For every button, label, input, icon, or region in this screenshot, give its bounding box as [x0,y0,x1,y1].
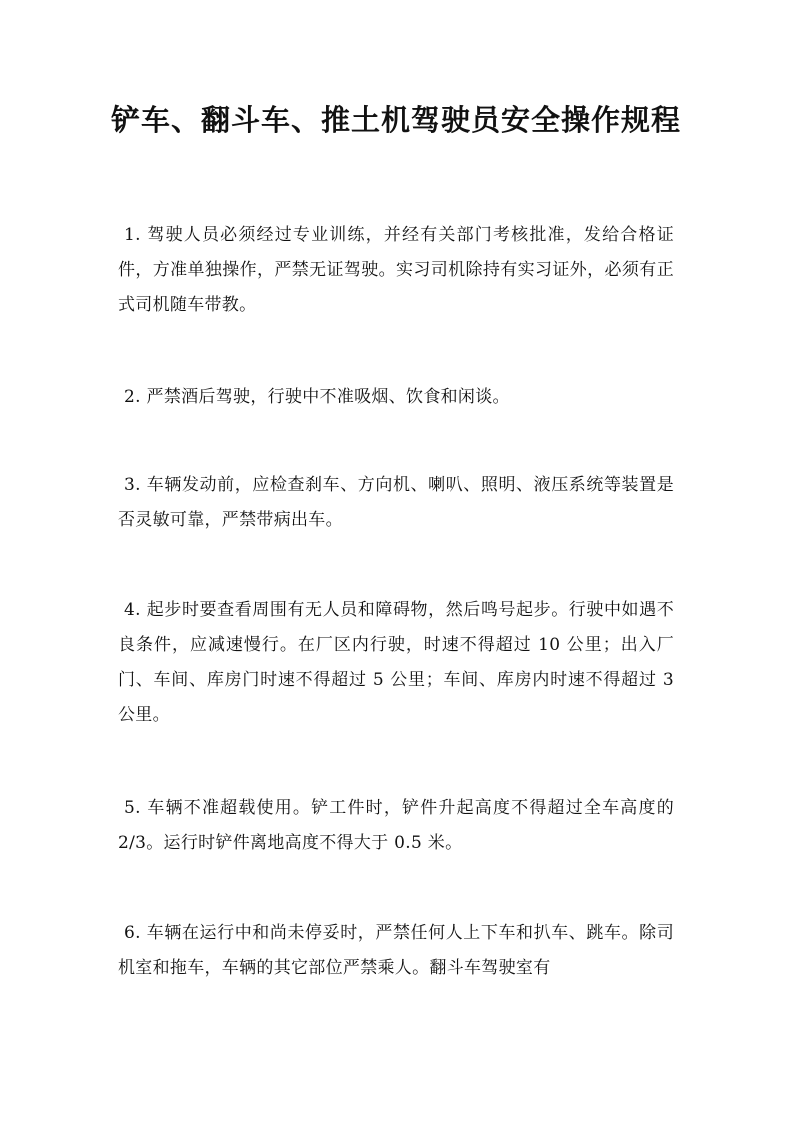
rule-paragraph-3: 3. 车辆发动前，应检查刹车、方向机、喇叭、照明、液压系统等装置是否灵敏可靠，严禁带病出车。 [118,475,674,530]
rule-paragraph-4: 4. 起步时要查看周围有无人员和障碍物，然后鸣号起步。行驶中如遇不良条件，应减速慢行。在厂区内行驶，时速不得超过 10 公里；出入厂门、车间、库房门时速不得超过 5 公里；车间、库房内时速不得超过 3 公里。 [118,600,674,725]
page-title: 铲车、翻斗车、推土机驾驶员安全操作规程 [110,103,681,137]
rule-paragraph-5: 5. 车辆不准超载使用。铲工件时，铲件升起高度不得超过全车高度的 2/3。运行时铲件离地高度不得大于 0.5 米。 [118,798,674,853]
rule-paragraph-1: 1. 驾驶人员必须经过专业训练，并经有关部门考核批准，发给合格证件，方准单独操作，严禁无证驾驶。实习司机除持有实习证外，必须有正式司机随车带教。 [118,225,674,315]
rule-paragraph-6: 6. 车辆在运行中和尚未停妥时，严禁任何人上下车和扒车、跳车。除司机室和拖车，车辆的其它部位严禁乘人。翻斗车驾驶室有 [118,923,674,978]
rule-paragraph-2: 2. 严禁酒后驾驶，行驶中不准吸烟、饮食和闲谈。 [124,387,510,407]
